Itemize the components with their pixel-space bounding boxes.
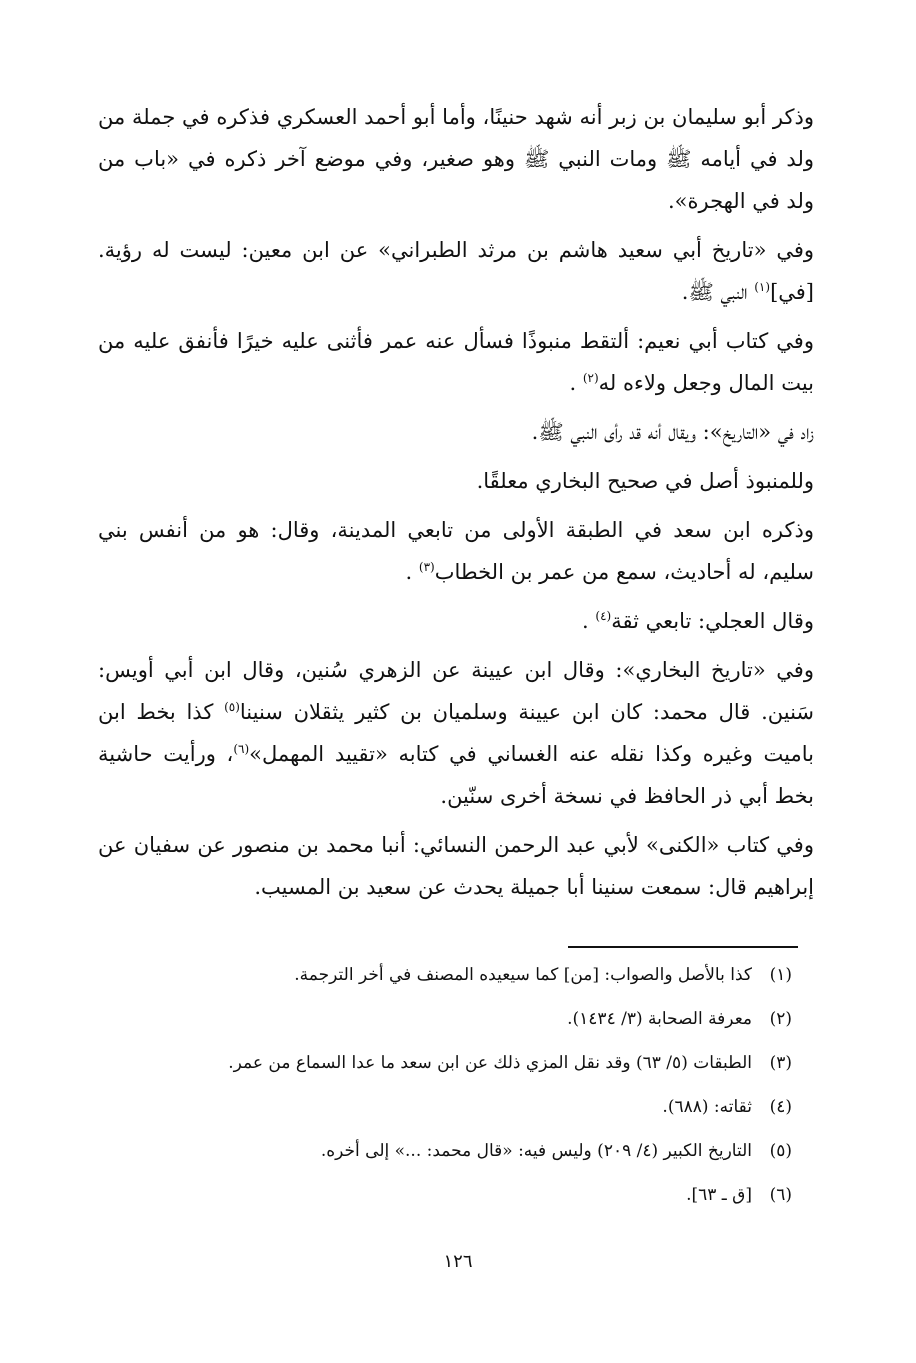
footnote-ref-5: (٥) [224,700,240,714]
footnote-text: الطبقات (٥/ ٦٣) وقد نقل المزي ذلك عن ابن سعد ما عدا السماع من عمر. [228,1053,752,1073]
footnote-number: (٢) [769,1009,792,1029]
paragraph-4: زاد في «التاريخ»: ويقال أنه قد رأى النبي ﷺ. [531,420,814,444]
paragraph-9: وفي كتاب «الكنى» لأبي عبد الرحمن النسائي: أنبا محمد بن منصور عن سفيان عن إبراهيم قال: سمعت سنينا أبا جميلة يحدث عن سعيد بن المسيب. [98,833,814,899]
footnote-1 [110,962,792,989]
paragraph-5: وللمنبوذ أصل في صحيح البخاري معلقًا. [476,469,814,493]
paragraph-2: وفي «تاريخ أبي سعيد هاشم بن مرثد الطبراني» عن ابن معين: ليست له رؤية. [في]$^{(١)}$ النبي ﷺ. [98,238,814,304]
footnotes [110,962,792,1226]
footnote-3 [110,1050,792,1077]
footnote-number: (٦) [769,1185,792,1205]
footnote-4 [110,1094,792,1121]
paragraph-8: وفي «تاريخ البخاري»: وقال ابن عيينة عن الزهري سُنين، وقال ابن أبي أويس: سَنين. قال محمد: كان ابن عيينة وسلميان بن كثير يثقلان سنينا$^{(٥)}$ كذا بخط ابن باميت وغيره وكذا نقله عنه الغساني في كتابه «تقييد المهمل»$^{(٦)}$، ورأيت حاشية بخط أبي ذر الحافظ في نسخة أخرى سنّين. [98,658,814,808]
footnote-2 [110,1006,792,1033]
footnote-text: [ق ـ ٦٣]. [686,1185,752,1205]
paragraph-3: وفي كتاب أبي نعيم: ألتقط منبوذًا فسأل عنه عمر فأثنى عليه خيرًا فأنفق عليه من بيت المال وجعل ولاءه له$^{(٢)}$ . [98,329,814,395]
footnote-text: معرفة الصحابة (٣/ ١٤٣٤). [567,1009,752,1029]
footnote-ref-4: (٤) [595,609,612,623]
footnote-number: (١) [769,965,792,985]
footnote-number: (٥) [769,1141,792,1161]
footnote-text: التاريخ الكبير (٤/ ٢٠٩) وليس فيه: «قال محمد: ...» إلى أخره. [320,1141,752,1161]
footnote-ref-3: (٣) [418,560,435,574]
footnote-ref-6: (٦) [233,742,250,756]
footnote-ref-1: (١) [754,280,771,294]
footnote-text: ثقاته: (٦٨٨). [662,1097,752,1117]
main-text [98,96,814,915]
paragraph-1: وذكر أبو سليمان بن زبر أنه شهد حنينًا، وأما أبو أحمد العسكري فذكره في جملة من ولد في أيامه ﷺ ومات النبي ﷺ وهو صغير، وفي موضع آخر ذكره في «باب من ولد في الهجرة». [98,105,814,213]
footnote-ref-2: (٢) [582,371,599,385]
footnote-separator [568,946,798,948]
paragraph-7: وقال العجلي: تابعي ثقة$^{(٤)}$ . [582,609,814,633]
paragraph-6: وذكره ابن سعد في الطبقة الأولى من تابعي المدينة، وقال: هو من أنفس بني سليم، له أحاديث، سمع من عمر بن الخطاب$^{(٣)}$ . [98,518,814,584]
footnote-number: (٣) [769,1053,792,1073]
footnote-6 [110,1182,792,1209]
footnote-text: كذا بالأصل والصواب: [من] كما سيعيده المصنف في أخر الترجمة. [294,965,752,985]
footnote-number: (٤) [769,1097,792,1117]
footnote-5 [110,1138,792,1165]
page-number: ١٢٦ [443,1251,473,1272]
